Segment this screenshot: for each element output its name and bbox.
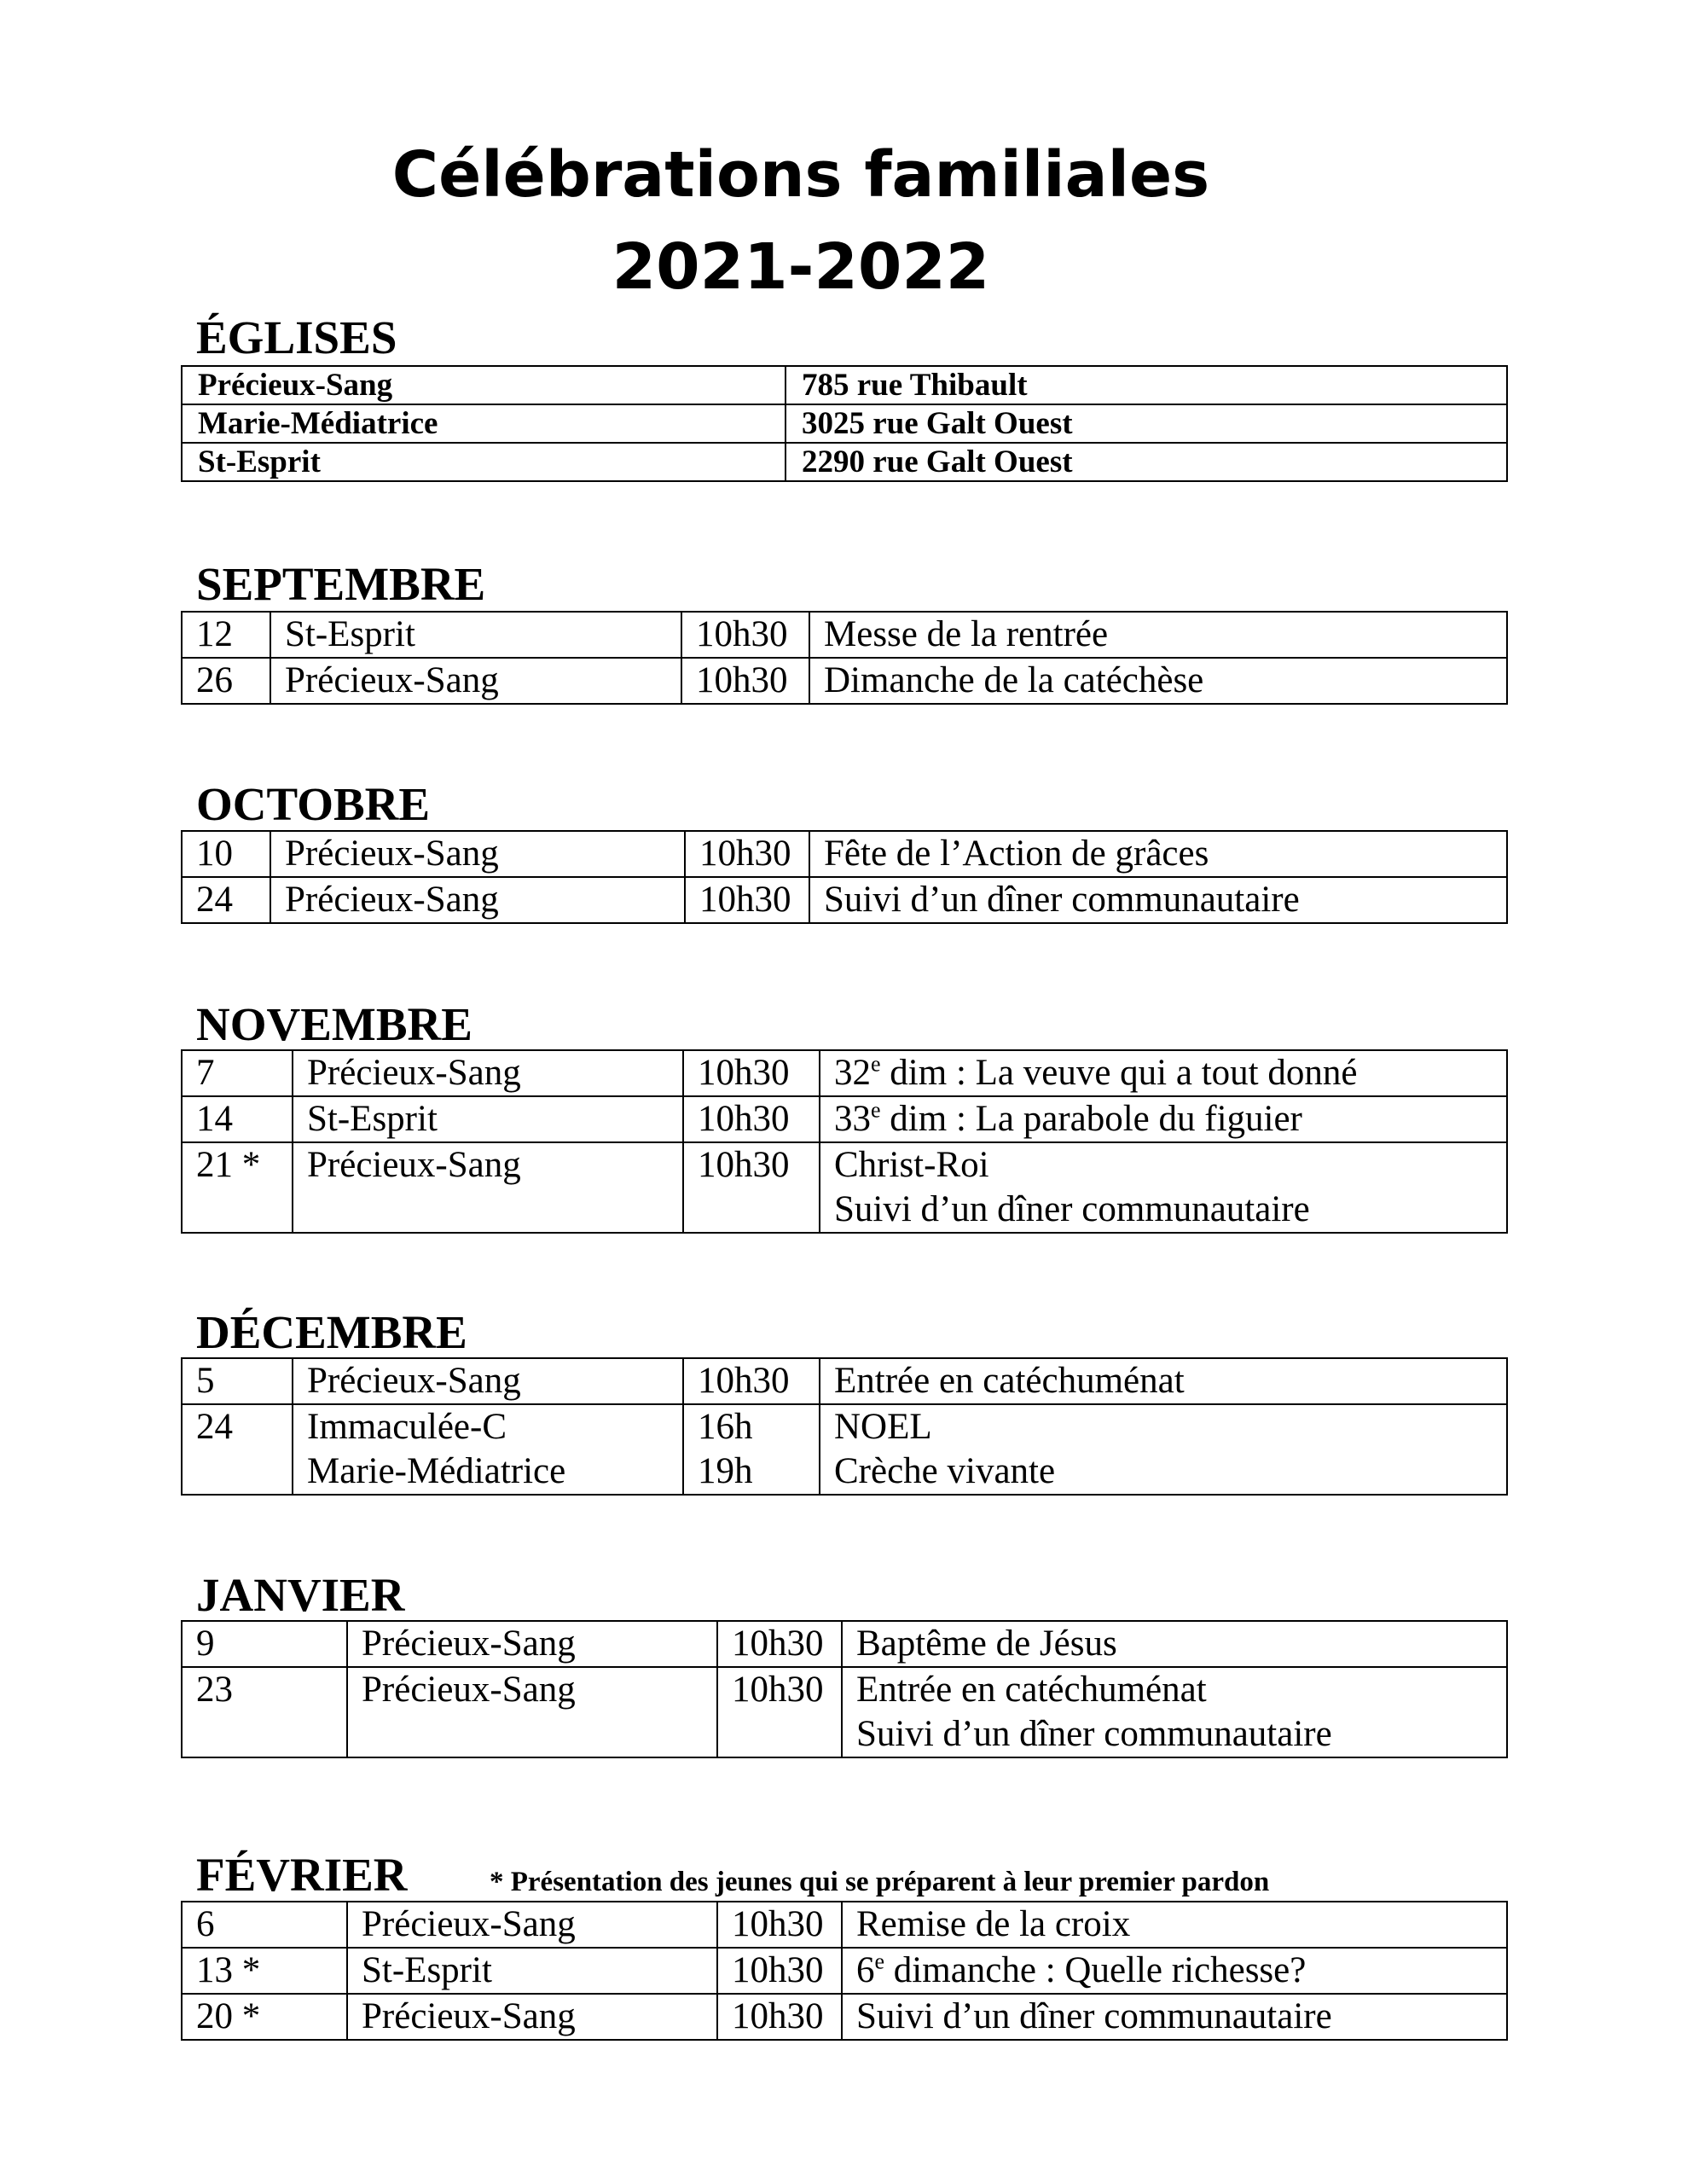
time-cell: 16h 19h [683,1404,820,1495]
church-cell: Précieux-Sang [293,1050,683,1096]
time-cell: 10h30 [683,1142,820,1233]
time-cell: 10h30 [683,1358,820,1404]
table-row [182,1050,1507,1096]
table-row [182,1667,1507,1757]
church-cell: Précieux-Sang [270,877,685,923]
month-heading-octobre: OCTOBRE [196,778,431,830]
day-cell: 24 [182,877,270,923]
description-cell: 33e dim : La parabole du figuier [820,1096,1507,1142]
schedule-table-decembre [181,1357,1508,1496]
time-cell: 10h30 [683,1096,820,1142]
description-cell: Messe de la rentrée [809,612,1507,658]
schedule-table-fevrier [181,1901,1508,2041]
church-cell: St-Esprit [270,612,681,658]
day-cell: 26 [182,658,270,704]
description-cell: Christ-Roi Suivi d’un dîner communautaire [820,1142,1507,1233]
church-name: Marie-Médiatrice [182,404,786,443]
church-name: St-Esprit [182,443,786,481]
day-cell: 24 [182,1404,293,1495]
church-cell: St-Esprit [293,1096,683,1142]
church-cell: Immaculée-C Marie-Médiatrice [293,1404,683,1495]
day-cell: 21 * [182,1142,293,1233]
schedule-table-novembre [181,1049,1508,1234]
table-row [182,1142,1507,1233]
description-cell: Remise de la croix [842,1902,1507,1948]
church-name: Précieux-Sang [182,366,786,404]
day-cell: 5 [182,1358,293,1404]
description-cell: Entrée en catéchuménat Suivi d’un dîner communautaire [842,1667,1507,1757]
table-row [182,1358,1507,1404]
church-cell: Précieux-Sang [270,831,685,877]
table-row [182,366,1507,404]
table-row [182,1948,1507,1994]
page-title: Célébrations familiales [391,138,1210,212]
table-row [182,1902,1507,1948]
month-heading-janvier: JANVIER [196,1569,405,1621]
time-cell: 10h30 [685,877,809,923]
day-cell: 20 * [182,1994,347,2040]
churches-heading: ÉGLISES [196,311,397,363]
description-cell: Fête de l’Action de grâces [809,831,1507,877]
description-cell: NOEL Crèche vivante [820,1404,1507,1495]
churches-table [181,365,1508,482]
time-cell: 10h30 [681,612,809,658]
table-row [182,443,1507,481]
time-cell: 10h30 [685,831,809,877]
schedule-table-septembre [181,611,1508,705]
month-heading-decembre: DÉCEMBRE [196,1306,467,1358]
time-cell: 10h30 [681,658,809,704]
time-cell: 10h30 [717,1994,842,2040]
church-cell: Précieux-Sang [347,1902,717,1948]
month-heading-septembre: SEPTEMBRE [196,558,486,610]
time-cell: 10h30 [717,1902,842,1948]
table-row [182,831,1507,877]
schedule-table-janvier [181,1620,1508,1758]
church-cell: Précieux-Sang [347,1621,717,1667]
table-row [182,1994,1507,2040]
day-cell: 10 [182,831,270,877]
church-address: 2290 rue Galt Ouest [786,443,1507,481]
description-cell: Baptême de Jésus [842,1621,1507,1667]
table-row [182,1621,1507,1667]
schedule-table-octobre [181,830,1508,924]
church-cell: Précieux-Sang [293,1142,683,1233]
time-cell: 10h30 [717,1621,842,1667]
church-cell: Précieux-Sang [293,1358,683,1404]
table-row [182,877,1507,923]
day-cell: 9 [182,1621,347,1667]
page-subtitle-year: 2021-2022 [612,230,990,304]
day-cell: 14 [182,1096,293,1142]
church-address: 3025 rue Galt Ouest [786,404,1507,443]
description-cell: 6e dimanche : Quelle richesse? [842,1948,1507,1994]
description-cell: Suivi d’un dîner communautaire [842,1994,1507,2040]
description-cell: 32e dim : La veuve qui a tout donné [820,1050,1507,1096]
table-row [182,1096,1507,1142]
footnote-premier-pardon: * Présentation des jeunes qui se préparent à leur premier pardon [490,1867,1270,1897]
table-row [182,658,1507,704]
description-cell: Entrée en catéchuménat [820,1358,1507,1404]
month-heading-fevrier: FÉVRIER [196,1849,408,1901]
day-cell: 6 [182,1902,347,1948]
description-cell: Dimanche de la catéchèse [809,658,1507,704]
church-cell: Précieux-Sang [347,1994,717,2040]
day-cell: 13 * [182,1948,347,1994]
time-cell: 10h30 [717,1667,842,1757]
day-cell: 23 [182,1667,347,1757]
table-row [182,404,1507,443]
description-cell: Suivi d’un dîner communautaire [809,877,1507,923]
table-row [182,1404,1507,1495]
church-cell: Précieux-Sang [270,658,681,704]
church-address: 785 rue Thibault [786,366,1507,404]
church-cell: St-Esprit [347,1948,717,1994]
day-cell: 12 [182,612,270,658]
day-cell: 7 [182,1050,293,1096]
time-cell: 10h30 [683,1050,820,1096]
table-row [182,612,1507,658]
church-cell: Précieux-Sang [347,1667,717,1757]
time-cell: 10h30 [717,1948,842,1994]
month-heading-novembre: NOVEMBRE [196,998,472,1050]
